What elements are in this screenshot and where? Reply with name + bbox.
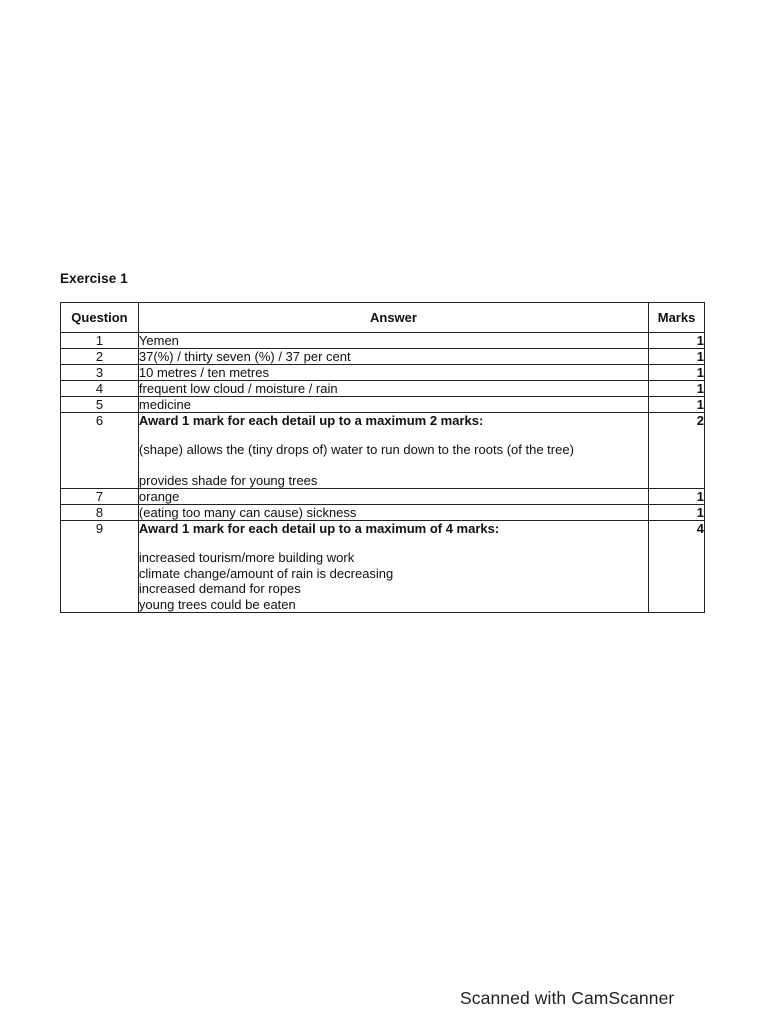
- header-marks: Marks: [649, 303, 705, 333]
- answer-point: increased demand for ropes: [138, 581, 301, 596]
- table-row: [61, 489, 705, 505]
- question-number: 2: [61, 349, 139, 365]
- marks-value: 1: [649, 365, 705, 381]
- question-number: 6: [61, 413, 139, 489]
- table-row: [61, 365, 705, 381]
- answer-text: 10 metres / ten metres: [138, 365, 648, 381]
- marks-value: 1: [649, 333, 705, 349]
- marking-instruction: Award 1 mark for each detail up to a maximum of 4 marks:: [138, 521, 500, 536]
- answer-cell: [138, 521, 648, 613]
- header-question: Question: [61, 303, 139, 333]
- answer-point: young trees could be eaten: [138, 596, 296, 612]
- marks-value: 1: [649, 489, 705, 505]
- mark-scheme-table: [60, 302, 705, 613]
- answer-text: frequent low cloud / moisture / rain: [138, 381, 648, 397]
- answer-cell: [138, 413, 648, 489]
- exercise-title: Exercise 1: [60, 271, 128, 286]
- question-number: 7: [61, 489, 139, 505]
- answer-point: (shape) allows the (tiny drops of) water to run down to the roots (of the tree): [138, 442, 574, 457]
- table-row: [61, 413, 705, 489]
- answer-text: orange: [138, 489, 648, 505]
- table-row: [61, 349, 705, 365]
- marks-value: 2: [649, 413, 705, 489]
- marks-value: 1: [649, 349, 705, 365]
- question-number: 1: [61, 333, 139, 349]
- marks-value: 1: [649, 381, 705, 397]
- table-header-row: [61, 303, 705, 333]
- table-row: [61, 333, 705, 349]
- answer-point: climate change/amount of rain is decreasing: [138, 565, 394, 581]
- answer-text: medicine: [138, 397, 648, 413]
- header-answer: Answer: [138, 303, 648, 333]
- marking-instruction: Award 1 mark for each detail up to a maximum 2 marks:: [138, 413, 484, 428]
- table-row: [61, 505, 705, 521]
- marks-value: 1: [649, 505, 705, 521]
- question-number: 9: [61, 521, 139, 613]
- marks-value: 1: [649, 397, 705, 413]
- table-row: [61, 521, 705, 613]
- answer-text: (eating too many can cause) sickness: [138, 505, 648, 521]
- scanner-watermark: Scanned with CamScanner: [460, 988, 675, 1008]
- table-row: [61, 397, 705, 413]
- question-number: 4: [61, 381, 139, 397]
- answer-point-list: [139, 550, 648, 612]
- question-number: 8: [61, 505, 139, 521]
- answer-point: increased tourism/more building work: [138, 550, 355, 565]
- question-number: 5: [61, 397, 139, 413]
- question-number: 3: [61, 365, 139, 381]
- table-row: [61, 381, 705, 397]
- answer-text: Yemen: [138, 333, 648, 349]
- answer-text: 37(%) / thirty seven (%) / 37 per cent: [138, 349, 648, 365]
- marks-value: 4: [649, 521, 705, 613]
- answer-point: provides shade for young trees: [138, 473, 318, 488]
